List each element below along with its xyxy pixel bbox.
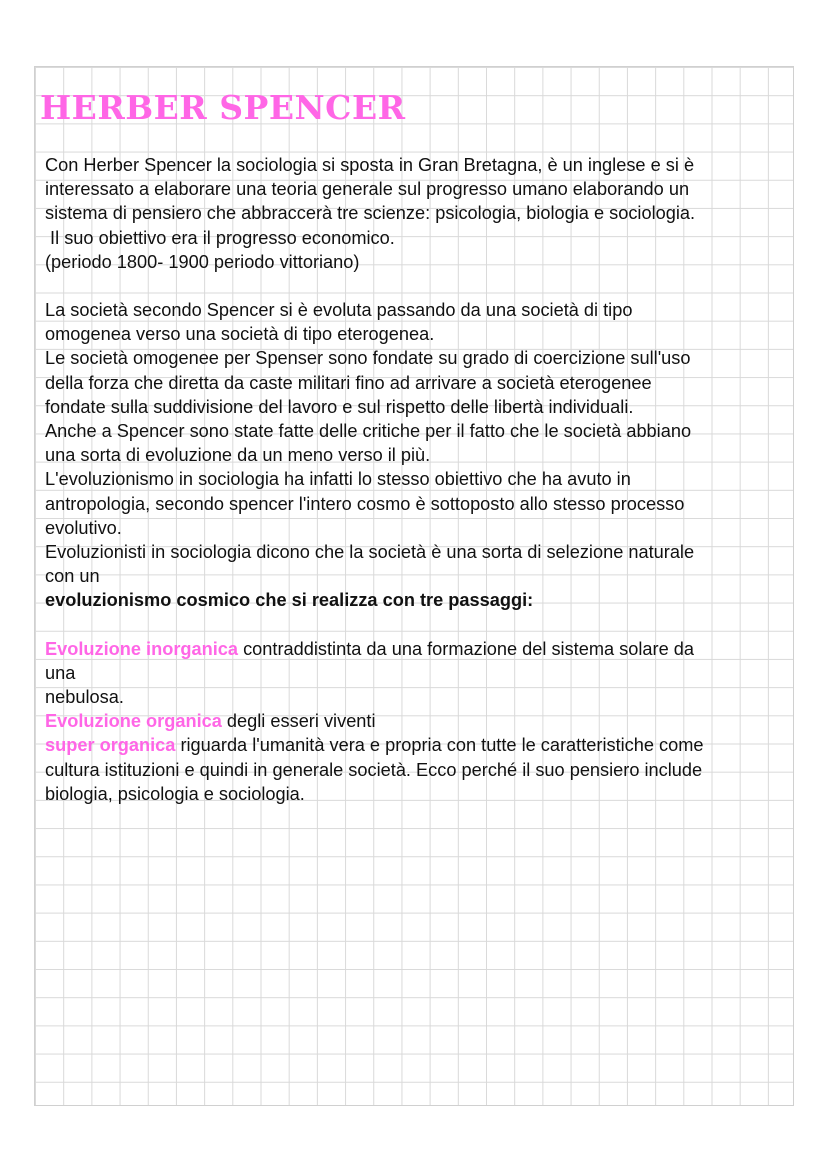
text-line: evolutivo. bbox=[45, 517, 122, 538]
text-line: antropologia, secondo spencer l'intero cosmo è sottoposto allo stesso processo bbox=[45, 493, 685, 514]
paragraph-society bbox=[45, 298, 785, 613]
term-inorganic: Evoluzione inorganica bbox=[45, 638, 239, 659]
page-title: HERBER SPENCER bbox=[40, 88, 406, 127]
text-line: sistema di pensiero che abbraccerà tre scienze: psicologia, biologia e sociologia. bbox=[45, 203, 696, 224]
text-line: interessato a elaborare una teoria generale sul progresso umano elaborando un bbox=[45, 179, 690, 200]
stage-text: contraddistinta da una formazione del sistema solare da bbox=[238, 638, 694, 659]
stage-inorganic bbox=[45, 637, 785, 661]
text-line: Con Herber Spencer la sociologia si sposta in Gran Bretagna, è un inglese e si è bbox=[45, 155, 695, 175]
text-line: Le società omogenee per Spenser sono fondate su grado di coercizione sull'uso bbox=[45, 348, 691, 369]
text-line: (periodo 1800- 1900 periodo vittoriano) bbox=[45, 251, 360, 272]
stage-organic bbox=[45, 709, 785, 733]
text-line: fondate sulla suddivisione del lavoro e sul rispetto delle libertà individuali. bbox=[45, 396, 634, 417]
stage-text: riguarda l'umanità vera e propria con tutte le caratteristiche come bbox=[175, 735, 704, 756]
text-line: La società secondo Spencer si è evoluta passando da una società di tipo bbox=[45, 300, 633, 321]
text-line: Il suo obiettivo era il progresso economico. bbox=[45, 227, 395, 248]
text-line: Evoluzionisti in sociologia dicono che la società è una sorta di selezione naturale bbox=[45, 542, 695, 563]
text-line: omogenea verso una società di tipo eterogenea. bbox=[45, 324, 435, 345]
text-line: L'evoluzionismo in sociologia ha infatti lo stesso obiettivo che ha avuto in bbox=[45, 469, 631, 490]
paragraph-intro bbox=[45, 153, 785, 274]
text-line: con un bbox=[45, 566, 100, 587]
bold-heading-line: evoluzionismo cosmico che si realizza con tre passaggi: bbox=[45, 590, 534, 611]
text-line: una sorta di evoluzione da un meno verso il più. bbox=[45, 445, 431, 466]
paragraph-gap bbox=[45, 613, 785, 637]
stage-text: degli esseri viventi bbox=[221, 711, 376, 732]
text-line: della forza che diretta da caste militari fino ad arrivare a società eterogenee bbox=[45, 372, 652, 393]
document-body bbox=[45, 153, 785, 806]
text-line: cultura istituzioni e quindi in generale società. Ecco perché il suo pensiero include bbox=[45, 759, 703, 780]
text-line: una bbox=[45, 662, 76, 683]
term-super-organic: super organica bbox=[45, 735, 176, 756]
term-organic: Evoluzione organica bbox=[45, 711, 222, 732]
text-line: biologia, psicologia e sociologia. bbox=[45, 783, 305, 804]
paragraph-gap bbox=[45, 274, 785, 298]
stage-super-organic bbox=[45, 733, 785, 757]
text-line: nebulosa. bbox=[45, 687, 124, 708]
paragraph-stages bbox=[45, 637, 785, 806]
text-line: Anche a Spencer sono state fatte delle critiche per il fatto che le società abbiano bbox=[45, 421, 692, 442]
